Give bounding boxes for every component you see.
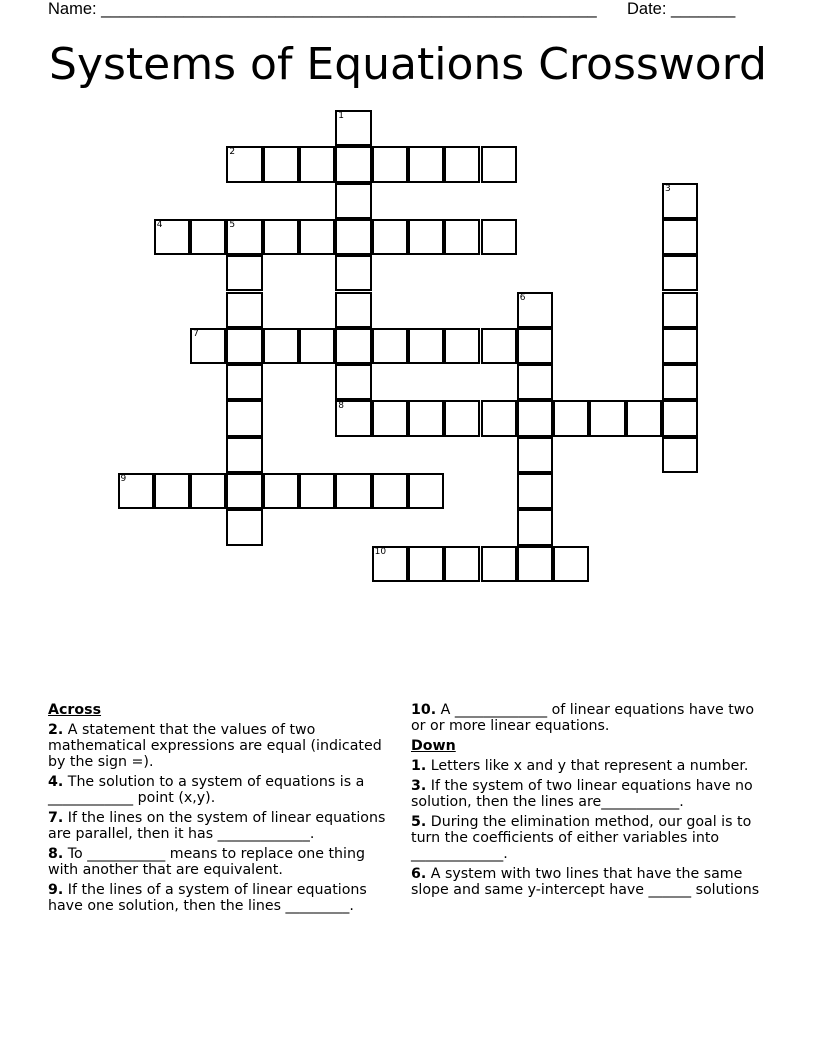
crossword-cell[interactable]: [226, 146, 262, 182]
crossword-cell[interactable]: [408, 328, 444, 364]
crossword-cell[interactable]: [118, 473, 154, 509]
clue-item: [411, 814, 771, 862]
crossword-cell[interactable]: [589, 400, 625, 436]
crossword-cell[interactable]: [299, 219, 335, 255]
clue-item-number: 2.: [48, 722, 64, 738]
crossword-cell[interactable]: [408, 400, 444, 436]
crossword-cell[interactable]: [662, 183, 698, 219]
crossword-cell[interactable]: [408, 473, 444, 509]
crossword-cell[interactable]: [226, 437, 262, 473]
clue-item-number: 9.: [48, 882, 64, 898]
clue-item: [411, 758, 771, 774]
crossword-cell[interactable]: [226, 509, 262, 545]
crossword-cell[interactable]: [481, 328, 517, 364]
crossword-cell[interactable]: [372, 473, 408, 509]
clue-item-text: A statement that the values of two mathematical expressions are equal (indicated by the sign =).: [48, 722, 382, 770]
name-line: Name: ______________________________________________________: [48, 0, 597, 18]
crossword-cell[interactable]: [372, 146, 408, 182]
crossword-cell[interactable]: [263, 219, 299, 255]
clue-number: 10: [374, 546, 387, 557]
clue-number: 3: [665, 183, 671, 194]
crossword-cell[interactable]: [662, 219, 698, 255]
clue-number: 1: [338, 111, 345, 121]
clue-item-text: If the lines on the system of linear equations are parallel, then it has _____________.: [48, 810, 386, 842]
crossword-cell[interactable]: [335, 328, 371, 364]
clue-item: [48, 774, 398, 806]
crossword-cell[interactable]: [226, 255, 262, 291]
crossword-cell[interactable]: [190, 473, 226, 509]
crossword-cell[interactable]: [662, 255, 698, 291]
crossword-cell[interactable]: [190, 219, 226, 255]
clue-item-text: To ___________ means to replace one thing with another that are equivalent.: [48, 846, 365, 878]
across-clue-list: [48, 722, 398, 914]
crossword-cell[interactable]: [226, 473, 262, 509]
clue-item: [411, 866, 771, 898]
crossword-cell[interactable]: [372, 546, 408, 582]
clue-item-number: 7.: [48, 810, 64, 826]
crossword-cell[interactable]: [444, 546, 480, 582]
crossword-cell[interactable]: [335, 255, 371, 291]
crossword-cell[interactable]: [335, 400, 371, 436]
crossword-cell[interactable]: [408, 146, 444, 182]
crossword-cell[interactable]: [517, 328, 553, 364]
clue-item: [48, 846, 398, 878]
crossword-cell[interactable]: [154, 473, 190, 509]
clue-number: 4: [156, 219, 163, 230]
crossword-cell[interactable]: [335, 146, 371, 182]
crossword-cell[interactable]: [444, 219, 480, 255]
clue-item-number: 3.: [411, 778, 427, 794]
crossword-cell[interactable]: [335, 110, 371, 146]
clue-number: 8: [338, 401, 345, 412]
crossword-cell[interactable]: [190, 328, 226, 364]
clue-item: [48, 882, 398, 914]
crossword-cell[interactable]: [517, 364, 553, 400]
clue-number: 7: [193, 328, 199, 339]
crossword-cell[interactable]: [335, 364, 371, 400]
crossword-cell[interactable]: [226, 364, 262, 400]
crossword-cell[interactable]: [372, 400, 408, 436]
crossword-cell[interactable]: [444, 146, 480, 182]
crossword-cell[interactable]: [662, 364, 698, 400]
crossword-cell[interactable]: [154, 219, 190, 255]
crossword-cell[interactable]: [662, 328, 698, 364]
crossword-cell[interactable]: [481, 146, 517, 182]
crossword-cell[interactable]: [335, 183, 371, 219]
crossword-cell[interactable]: [226, 400, 262, 436]
across-heading: Across: [48, 702, 102, 718]
clue-item-text: If the lines of a system of linear equations have one solution, then the lines _________.: [48, 882, 367, 914]
crossword-cell[interactable]: [226, 328, 262, 364]
clue-item: [411, 702, 771, 734]
crossword-cell[interactable]: [517, 437, 553, 473]
crossword-cell[interactable]: [662, 437, 698, 473]
clue-item-text: If the system of two linear equations have no solution, then the lines are___________.: [411, 778, 753, 810]
clue-item-number: 10.: [411, 702, 437, 718]
crossword-cell[interactable]: [553, 546, 589, 582]
crossword-cell[interactable]: [517, 400, 553, 436]
clues-left-column: [48, 702, 398, 918]
crossword-cell[interactable]: [517, 473, 553, 509]
clue-item: [411, 778, 771, 810]
clue-item-number: 4.: [48, 774, 64, 790]
down-heading: Down: [411, 738, 456, 754]
crossword-cell[interactable]: [662, 292, 698, 328]
crossword-cell[interactable]: [263, 328, 299, 364]
clue-item-text: A system with two lines that have the same slope and same y-intercept have ______ solutions: [411, 866, 760, 898]
crossword-cell[interactable]: [335, 473, 371, 509]
crossword-cell[interactable]: [481, 219, 517, 255]
clue-item-text: A _____________ of linear equations have two or or more linear equations.: [411, 702, 755, 734]
clue-number: 5: [229, 219, 236, 230]
crossword-cell[interactable]: [299, 146, 335, 182]
crossword-cell[interactable]: [662, 400, 698, 436]
crossword-cell[interactable]: [372, 219, 408, 255]
crossword-cell[interactable]: [481, 400, 517, 436]
across-clue-list-continued: [411, 702, 771, 734]
page-title: Systems of Equations Crossword: [49, 39, 767, 90]
crossword-cell[interactable]: [226, 219, 262, 255]
clue-item-text: Letters like x and y that represent a number.: [426, 758, 749, 774]
crossword-cell[interactable]: [517, 292, 553, 328]
clue-item-number: 8.: [48, 846, 64, 862]
clue-item: [48, 722, 398, 770]
clues-right-column: [411, 702, 771, 902]
crossword-cell[interactable]: [263, 146, 299, 182]
clue-item-number: 5.: [411, 814, 427, 830]
crossword-cell[interactable]: [553, 400, 589, 436]
crossword-cell[interactable]: [408, 546, 444, 582]
date-line: Date: _______: [627, 0, 736, 18]
crossword-cell[interactable]: [444, 400, 480, 436]
clue-item-text: During the elimination method, our goal is to turn the coefficients of either variables into _____________.: [411, 814, 752, 862]
crossword-cell[interactable]: [335, 219, 371, 255]
clue-number: 9: [120, 474, 127, 484]
crossword-cell[interactable]: [626, 400, 662, 436]
clue-item: [48, 810, 398, 842]
clue-number: 6: [519, 292, 526, 303]
clue-item-text: The solution to a system of equations is a ____________ point (x,y).: [48, 774, 365, 806]
crossword-cell[interactable]: [444, 328, 480, 364]
crossword-cell[interactable]: [372, 328, 408, 364]
clue-number: 2: [229, 147, 236, 158]
crossword-cell[interactable]: [299, 473, 335, 509]
down-clue-list: [411, 758, 771, 898]
clue-item-number: 6.: [411, 866, 427, 882]
crossword-cell[interactable]: [299, 328, 335, 364]
crossword-cell[interactable]: [408, 219, 444, 255]
crossword-cell[interactable]: [226, 292, 262, 328]
crossword-cell[interactable]: [517, 509, 553, 545]
clue-item-number: 1.: [411, 758, 427, 774]
crossword-cell[interactable]: [481, 546, 517, 582]
crossword-cell[interactable]: [335, 292, 371, 328]
crossword-cell[interactable]: [263, 473, 299, 509]
crossword-cell[interactable]: [517, 546, 553, 582]
